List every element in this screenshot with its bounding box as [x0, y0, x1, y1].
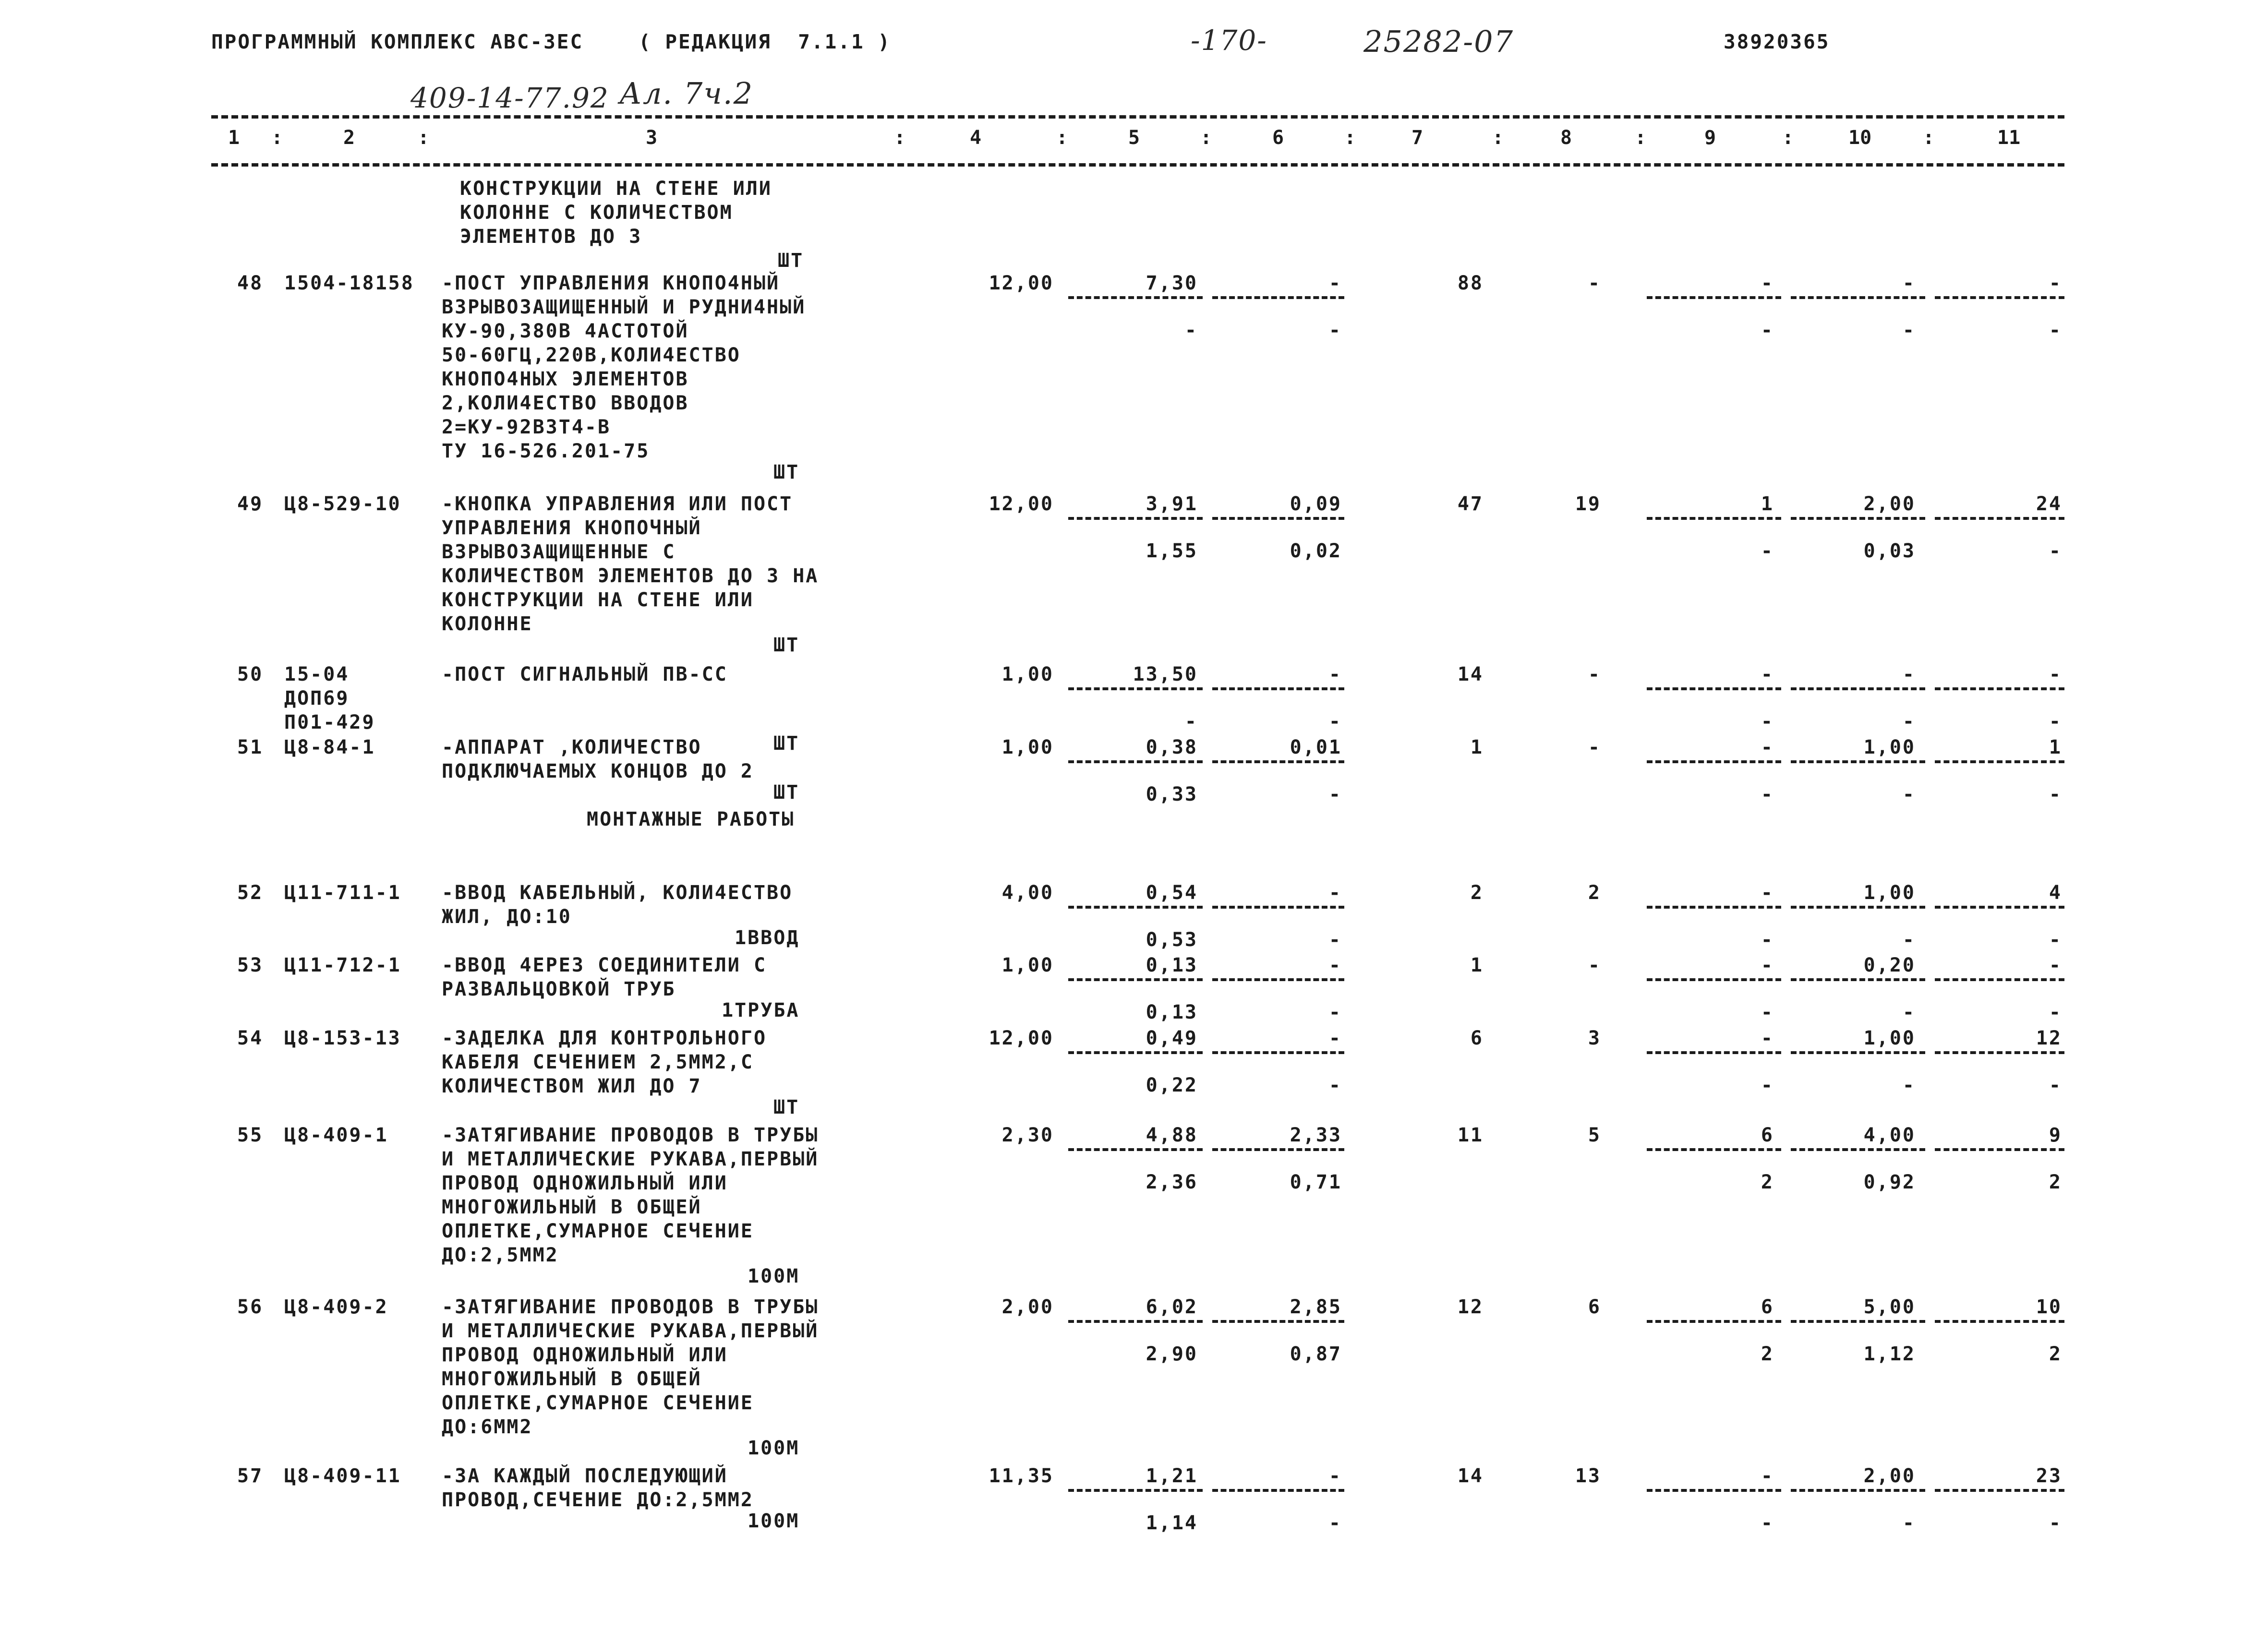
column-header-3: 3 [646, 127, 658, 149]
column-separator: : [1344, 127, 1356, 149]
fraction-bar-c11 [1935, 1148, 2064, 1151]
cell-c11: 9 [2049, 1124, 2062, 1146]
cell-c11: 23 [2036, 1465, 2062, 1487]
fraction-bar-c10 [1791, 687, 1925, 690]
column-separator: : [1782, 127, 1794, 149]
row-number: 49 [237, 493, 264, 515]
edition-label: ( РЕДАКЦИЯ 7.1.1 ) [639, 30, 891, 53]
cell-c6: 2,85 [1290, 1296, 1342, 1318]
cell-c5: 1,14 [1146, 1512, 1198, 1534]
cell-c9: 6 [1761, 1296, 1774, 1318]
column-header-7: 7 [1411, 127, 1424, 149]
row-description: -КНОПКА УПРАВЛЕНИЯ ИЛИ ПОСТ [442, 493, 793, 515]
cell-c10: 0,92 [1863, 1171, 1916, 1193]
cell-c11: 2 [2049, 1171, 2062, 1193]
column-separator: : [1492, 127, 1504, 149]
section-title: МОНТАЖНЫЕ РАБОТЫ [587, 808, 795, 830]
fraction-bar-c10 [1791, 906, 1925, 909]
fraction-bar-c6 [1212, 760, 1344, 763]
cell-c11: 10 [2036, 1296, 2062, 1318]
cell-c4: 1,00 [1001, 954, 1054, 976]
row-number: 55 [237, 1124, 264, 1146]
cell-c9: 2 [1761, 1171, 1774, 1193]
cell-c5: - [1184, 710, 1198, 732]
cell-c5: 4,88 [1146, 1124, 1198, 1146]
cell-c8: 6 [1588, 1296, 1601, 1318]
cell-c8: 3 [1588, 1027, 1601, 1049]
cell-c6: 0,71 [1290, 1171, 1342, 1193]
fraction-bar-c11 [1935, 760, 2064, 763]
row-description: ВЗРЫВОЗАЩИЩЕННЫЙ И РУДНИ4НЫЙ [442, 296, 806, 318]
cell-c6: - [1328, 710, 1342, 732]
fraction-bar-c11 [1935, 1320, 2064, 1323]
cell-c9: - [1761, 1027, 1774, 1049]
fraction-bar-c9 [1647, 906, 1781, 909]
cell-c8: - [1588, 663, 1601, 685]
header-bottom-rule [211, 163, 2064, 167]
column-separator: : [1056, 127, 1068, 149]
cell-c5: 0,54 [1146, 882, 1198, 904]
row-unit: ШТ [773, 634, 800, 656]
cell-c7: 14 [1457, 663, 1484, 685]
header-top-rule [211, 115, 2064, 119]
fraction-bar-c9 [1647, 760, 1781, 763]
row-code: Ц8-84-1 [284, 736, 375, 758]
row-description: -ВВОД 4ЕРЕЗ СОЕДИНИТЕЛИ С [442, 954, 767, 976]
row-description: КУ-90,380В 4АСТОТОЙ [442, 320, 689, 342]
fraction-bar-c6 [1212, 906, 1344, 909]
fraction-bar-c5 [1068, 978, 1203, 981]
cell-c7: 6 [1470, 1027, 1484, 1049]
fraction-bar-c10 [1791, 1148, 1925, 1151]
row-description: КОЛИЧЕСТВОМ ЭЛЕМЕНТОВ ДО 3 НА [442, 565, 819, 587]
cell-c6: 0,09 [1290, 493, 1342, 515]
cell-c6: - [1328, 954, 1342, 976]
cell-c10: 1,00 [1863, 1027, 1916, 1049]
cell-c7: 88 [1457, 272, 1484, 294]
cell-c10: 0,03 [1863, 540, 1916, 562]
cell-c5: 1,55 [1146, 540, 1198, 562]
cell-c11: - [2049, 929, 2062, 951]
cell-c5: 6,02 [1146, 1296, 1198, 1318]
cell-c9: - [1761, 1001, 1774, 1023]
row-description: -АППАРАТ ,КОЛИЧЕСТВО [442, 736, 702, 758]
cell-c4: 1,00 [1001, 736, 1054, 758]
row-unit: 1ВВОД [735, 927, 800, 949]
row-number: 51 [237, 736, 264, 758]
cell-c10: - [1902, 1001, 1916, 1023]
row-code: 1504-18158 [284, 272, 414, 294]
column-header-6: 6 [1272, 127, 1284, 149]
fraction-bar-c10 [1791, 978, 1925, 981]
column-header-8: 8 [1560, 127, 1572, 149]
cell-c6: - [1328, 1027, 1342, 1049]
fraction-bar-c9 [1647, 517, 1781, 520]
cell-c10: - [1902, 929, 1916, 951]
row-code: 15-04 [284, 663, 350, 685]
cell-c5: 0,38 [1146, 736, 1198, 758]
row-description: -ПОСТ СИГНАЛЬНЫЙ ПВ-СС [442, 663, 728, 685]
row-description: КАБЕЛЯ СЕЧЕНИЕМ 2,5ММ2,С [442, 1051, 754, 1073]
cell-c6: - [1328, 1512, 1342, 1534]
cell-c5: 0,13 [1146, 1001, 1198, 1023]
cell-c9: - [1761, 272, 1774, 294]
column-header-10: 10 [1848, 127, 1872, 149]
cell-c10: 0,20 [1863, 954, 1916, 976]
fraction-bar-c9 [1647, 978, 1781, 981]
column-header-4: 4 [970, 127, 982, 149]
cell-c6: - [1328, 882, 1342, 904]
cell-c11: - [2049, 1074, 2062, 1096]
fraction-bar-c10 [1791, 1051, 1925, 1054]
cell-c11: - [2049, 1512, 2062, 1534]
cell-c8: - [1588, 272, 1601, 294]
cell-c4: 12,00 [989, 272, 1054, 294]
row-description: КОЛОННЕ [442, 613, 533, 635]
row-description: 2=КУ-92В3Т4-В [442, 416, 611, 438]
row-unit: 1ТРУБА [722, 999, 800, 1021]
cell-c8: 5 [1588, 1124, 1601, 1146]
cell-c8: - [1588, 954, 1601, 976]
row-number: 53 [237, 954, 264, 976]
cell-c10: - [1902, 1074, 1916, 1096]
cell-c6: 0,87 [1290, 1343, 1342, 1365]
cell-c11: 1 [2049, 736, 2062, 758]
cell-c6: - [1328, 1074, 1342, 1096]
fraction-bar-c11 [1935, 296, 2064, 299]
fraction-bar-c9 [1647, 296, 1781, 299]
row-description: КОЛИЧЕСТВОМ ЖИЛ ДО 7 [442, 1075, 702, 1097]
cell-c11: - [2049, 663, 2062, 685]
row-description: МНОГОЖИЛЬНЫЙ В ОБЩЕЙ [442, 1368, 702, 1390]
cell-c10: - [1902, 710, 1916, 732]
column-header-9: 9 [1704, 127, 1716, 149]
cell-c10: - [1902, 783, 1916, 805]
cell-c6: 0,01 [1290, 736, 1342, 758]
cell-c10: 5,00 [1863, 1296, 1916, 1318]
row-description: ДО:6ММ2 [442, 1416, 533, 1438]
cell-c5: 0,53 [1146, 929, 1198, 951]
row-number: 50 [237, 663, 264, 685]
cell-c6: - [1328, 929, 1342, 951]
carry-over-line: КОЛОННЕ С КОЛИЧЕСТВОМ [460, 202, 733, 224]
cell-c9: - [1761, 1512, 1774, 1534]
row-unit: ШТ [773, 461, 800, 483]
cell-c10: - [1902, 1512, 1916, 1534]
cell-c5: 2,90 [1146, 1343, 1198, 1365]
cell-c6: - [1328, 1001, 1342, 1023]
cell-c9: 1 [1761, 493, 1774, 515]
fraction-bar-c5 [1068, 1489, 1203, 1492]
row-description: ТУ 16-526.201-75 [442, 440, 650, 462]
fraction-bar-c5 [1068, 517, 1203, 520]
cell-c6: - [1328, 319, 1342, 341]
column-separator: : [271, 127, 283, 149]
cell-c9: - [1761, 954, 1774, 976]
column-header-1: 1 [228, 127, 240, 149]
row-code: Ц8-409-2 [284, 1296, 388, 1318]
cell-c11: 2 [2049, 1343, 2062, 1365]
program-title: ПРОГРАММНЫЙ КОМПЛЕКС АВС-3ЕС [211, 30, 584, 53]
row-description: И МЕТАЛЛИЧЕСКИЕ РУКАВА,ПЕРВЫЙ [442, 1320, 819, 1342]
cell-c9: 2 [1761, 1343, 1774, 1365]
cell-c10: 1,00 [1863, 882, 1916, 904]
fraction-bar-c11 [1935, 517, 2064, 520]
cell-c6: - [1328, 783, 1342, 805]
column-separator: : [1635, 127, 1647, 149]
cell-c4: 12,00 [989, 1027, 1054, 1049]
cell-c9: 6 [1761, 1124, 1774, 1146]
fraction-bar-c10 [1791, 1489, 1925, 1492]
fraction-bar-c6 [1212, 1489, 1344, 1492]
fraction-bar-c5 [1068, 1320, 1203, 1323]
fraction-bar-c6 [1212, 517, 1344, 520]
cell-c6: - [1328, 272, 1342, 294]
cell-c4: 1,00 [1001, 663, 1054, 685]
row-code: Ц8-409-11 [284, 1465, 401, 1487]
cell-c11: - [2049, 272, 2062, 294]
cell-c10: 1,12 [1863, 1343, 1916, 1365]
handwritten-project-number: 409-14-77.92 [410, 82, 609, 114]
fraction-bar-c11 [1935, 978, 2064, 981]
row-number: 54 [237, 1027, 264, 1049]
row-unit: ШТ [773, 732, 800, 755]
row-number: 57 [237, 1465, 264, 1487]
fraction-bar-c5 [1068, 906, 1203, 909]
cell-c5: 1,21 [1146, 1465, 1198, 1487]
fraction-bar-c6 [1212, 978, 1344, 981]
row-description: ЖИЛ, ДО:10 [442, 906, 572, 928]
cell-c8: 2 [1588, 882, 1601, 904]
fraction-bar-c9 [1647, 1489, 1781, 1492]
fraction-bar-c6 [1212, 1148, 1344, 1151]
cell-c9: - [1761, 319, 1774, 341]
fraction-bar-c5 [1068, 760, 1203, 763]
cell-c9: - [1761, 1465, 1774, 1487]
row-description: 50-60ГЦ,220В,КОЛИ4ЕСТВО [442, 344, 741, 366]
carry-over-line: ЭЛЕМЕНТОВ ДО 3 [460, 226, 642, 248]
cell-c10: 1,00 [1863, 736, 1916, 758]
cell-c10: 4,00 [1863, 1124, 1916, 1146]
fraction-bar-c9 [1647, 687, 1781, 690]
fraction-bar-c5 [1068, 296, 1203, 299]
row-description: И МЕТАЛЛИЧЕСКИЕ РУКАВА,ПЕРВЫЙ [442, 1148, 819, 1170]
column-header-2: 2 [343, 127, 355, 149]
column-separator: : [1200, 127, 1212, 149]
cell-c9: - [1761, 710, 1774, 732]
row-unit: 100М [748, 1437, 800, 1459]
cell-c9: - [1761, 882, 1774, 904]
cell-c7: 11 [1457, 1124, 1484, 1146]
fraction-bar-c5 [1068, 687, 1203, 690]
fraction-bar-c11 [1935, 906, 2064, 909]
cell-c9: - [1761, 540, 1774, 562]
cell-c4: 11,35 [989, 1465, 1054, 1487]
cell-c5: 0,33 [1146, 783, 1198, 805]
cell-c9: - [1761, 1074, 1774, 1096]
fraction-bar-c9 [1647, 1051, 1781, 1054]
cell-c10: 2,00 [1863, 493, 1916, 515]
carry-over-unit: ШТ [778, 250, 804, 272]
cell-c5: 3,91 [1146, 493, 1198, 515]
column-header-5: 5 [1128, 127, 1140, 149]
cell-c4: 2,00 [1001, 1296, 1054, 1318]
cell-c6: - [1328, 1465, 1342, 1487]
row-number: 56 [237, 1296, 264, 1318]
row-description: ПРОВОД,СЕЧЕНИЕ ДО:2,5ММ2 [442, 1489, 754, 1511]
fraction-bar-c9 [1647, 1148, 1781, 1151]
row-code: Ц8-409-1 [284, 1124, 388, 1146]
cell-c10: - [1902, 319, 1916, 341]
row-code: Ц11-711-1 [284, 882, 401, 904]
cell-c10: - [1902, 663, 1916, 685]
carry-over-line: КОНСТРУКЦИИ НА СТЕНЕ ИЛИ [460, 178, 772, 200]
cell-c5: 13,50 [1133, 663, 1198, 685]
cell-c11: - [2049, 710, 2062, 732]
fraction-bar-c10 [1791, 760, 1925, 763]
cell-c7: 14 [1457, 1465, 1484, 1487]
fraction-bar-c11 [1935, 687, 2064, 690]
fraction-bar-c6 [1212, 1051, 1344, 1054]
cell-c10: 2,00 [1863, 1465, 1916, 1487]
row-code: П01-429 [284, 711, 375, 733]
row-description: -ЗА КАЖДЫЙ ПОСЛЕДУЮЩИЙ [442, 1465, 728, 1487]
row-description: РАЗВАЛЬЦОВКОЙ ТРУБ [442, 978, 676, 1000]
cell-c6: 0,02 [1290, 540, 1342, 562]
fraction-bar-c5 [1068, 1051, 1203, 1054]
row-description: КНОПО4НЫХ ЭЛЕМЕНТОВ [442, 368, 689, 390]
cell-c9: - [1761, 736, 1774, 758]
row-code: Ц11-712-1 [284, 954, 401, 976]
fraction-bar-c6 [1212, 296, 1344, 299]
cell-c7: 1 [1470, 736, 1484, 758]
cell-c4: 4,00 [1001, 882, 1054, 904]
cell-c6: 2,33 [1290, 1124, 1342, 1146]
row-description: КОНСТРУКЦИИ НА СТЕНЕ ИЛИ [442, 589, 754, 611]
cell-c5: 0,49 [1146, 1027, 1198, 1049]
cell-c5: 0,13 [1146, 954, 1198, 976]
cell-c11: - [2049, 1001, 2062, 1023]
cell-c7: 47 [1457, 493, 1484, 515]
cell-c11: 12 [2036, 1027, 2062, 1049]
row-description: ОПЛЕТКЕ,СУМАРНОЕ СЕЧЕНИЕ [442, 1392, 754, 1414]
cell-c11: - [2049, 783, 2062, 805]
cell-c4: 2,30 [1001, 1124, 1054, 1146]
cell-c5: 7,30 [1146, 272, 1198, 294]
cell-c6: - [1328, 663, 1342, 685]
fraction-bar-c5 [1068, 1148, 1203, 1151]
row-description: МНОГОЖИЛЬНЫЙ В ОБЩЕЙ [442, 1196, 702, 1218]
row-description: -ЗАТЯГИВАНИЕ ПРОВОДОВ В ТРУБЫ [442, 1296, 819, 1318]
fraction-bar-c10 [1791, 517, 1925, 520]
column-separator: : [894, 127, 906, 149]
fraction-bar-c9 [1647, 1320, 1781, 1323]
cell-c8: - [1588, 736, 1601, 758]
row-description: -ПОСТ УПРАВЛЕНИЯ КНОПО4НЫЙ [442, 272, 780, 294]
document-number: 25282-07 [1363, 24, 1514, 59]
row-description: ОПЛЕТКЕ,СУМАРНОЕ СЕЧЕНИЕ [442, 1220, 754, 1242]
row-description: -ВВОД КАБЕЛЬНЫЙ, КОЛИ4ЕСТВО [442, 882, 793, 904]
row-description: ВЗРЫВОЗАЩИЩЕННЫЕ С [442, 541, 676, 563]
row-description: УПРАВЛЕНИЯ КНОПОЧНЫЙ [442, 517, 702, 539]
cell-c11: - [2049, 540, 2062, 562]
handwritten-sheet-mark: Ал. 7ч.2 [619, 76, 754, 111]
row-unit: ШТ [773, 1096, 800, 1118]
fraction-bar-c6 [1212, 1320, 1344, 1323]
cell-c11: - [2049, 319, 2062, 341]
cell-c11: - [2049, 954, 2062, 976]
row-description: ПРОВОД ОДНОЖИЛЬНЫЙ ИЛИ [442, 1172, 728, 1194]
row-unit: 100М [748, 1265, 800, 1287]
cell-c5: - [1184, 319, 1198, 341]
row-code: ДОП69 [284, 687, 350, 709]
row-description: 2,КОЛИ4ЕСТВО ВВОДОВ [442, 392, 689, 414]
column-separator: : [418, 127, 430, 149]
row-code: Ц8-529-10 [284, 493, 401, 515]
row-description: ПОДКЛЮЧАЕМЫХ КОНЦОВ ДО 2 [442, 760, 754, 782]
row-number: 52 [237, 882, 264, 904]
row-unit: ШТ [773, 781, 800, 804]
row-code: Ц8-153-13 [284, 1027, 401, 1049]
column-separator: : [1923, 127, 1935, 149]
row-unit: 100М [748, 1510, 800, 1532]
row-description: -ЗАДЕЛКА ДЛЯ КОНТРОЛЬНОГО [442, 1027, 767, 1049]
row-description: ДО:2,5ММ2 [442, 1244, 559, 1266]
fraction-bar-c10 [1791, 1320, 1925, 1323]
cell-c11: 4 [2049, 882, 2062, 904]
row-number: 48 [237, 272, 264, 294]
cell-c11: 24 [2036, 493, 2062, 515]
cell-c5: 0,22 [1146, 1074, 1198, 1096]
fraction-bar-c11 [1935, 1489, 2064, 1492]
cell-c8: 19 [1575, 493, 1601, 515]
cell-c8: 13 [1575, 1465, 1601, 1487]
cell-c4: 12,00 [989, 493, 1054, 515]
cell-c7: 12 [1457, 1296, 1484, 1318]
page-number: -170- [1191, 24, 1267, 57]
cell-c10: - [1902, 272, 1916, 294]
cell-c9: - [1761, 663, 1774, 685]
cell-c5: 2,36 [1146, 1171, 1198, 1193]
cell-c9: - [1761, 783, 1774, 805]
row-description: -ЗАТЯГИВАНИЕ ПРОВОДОВ В ТРУБЫ [442, 1124, 819, 1146]
cell-c7: 2 [1470, 882, 1484, 904]
row-description: ПРОВОД ОДНОЖИЛЬНЫЙ ИЛИ [442, 1344, 728, 1366]
fraction-bar-c10 [1791, 296, 1925, 299]
cell-c9: - [1761, 929, 1774, 951]
column-header-11: 11 [1997, 127, 2021, 149]
fraction-bar-c6 [1212, 687, 1344, 690]
document-code: 38920365 [1724, 30, 1830, 53]
fraction-bar-c11 [1935, 1051, 2064, 1054]
cell-c7: 1 [1470, 954, 1484, 976]
